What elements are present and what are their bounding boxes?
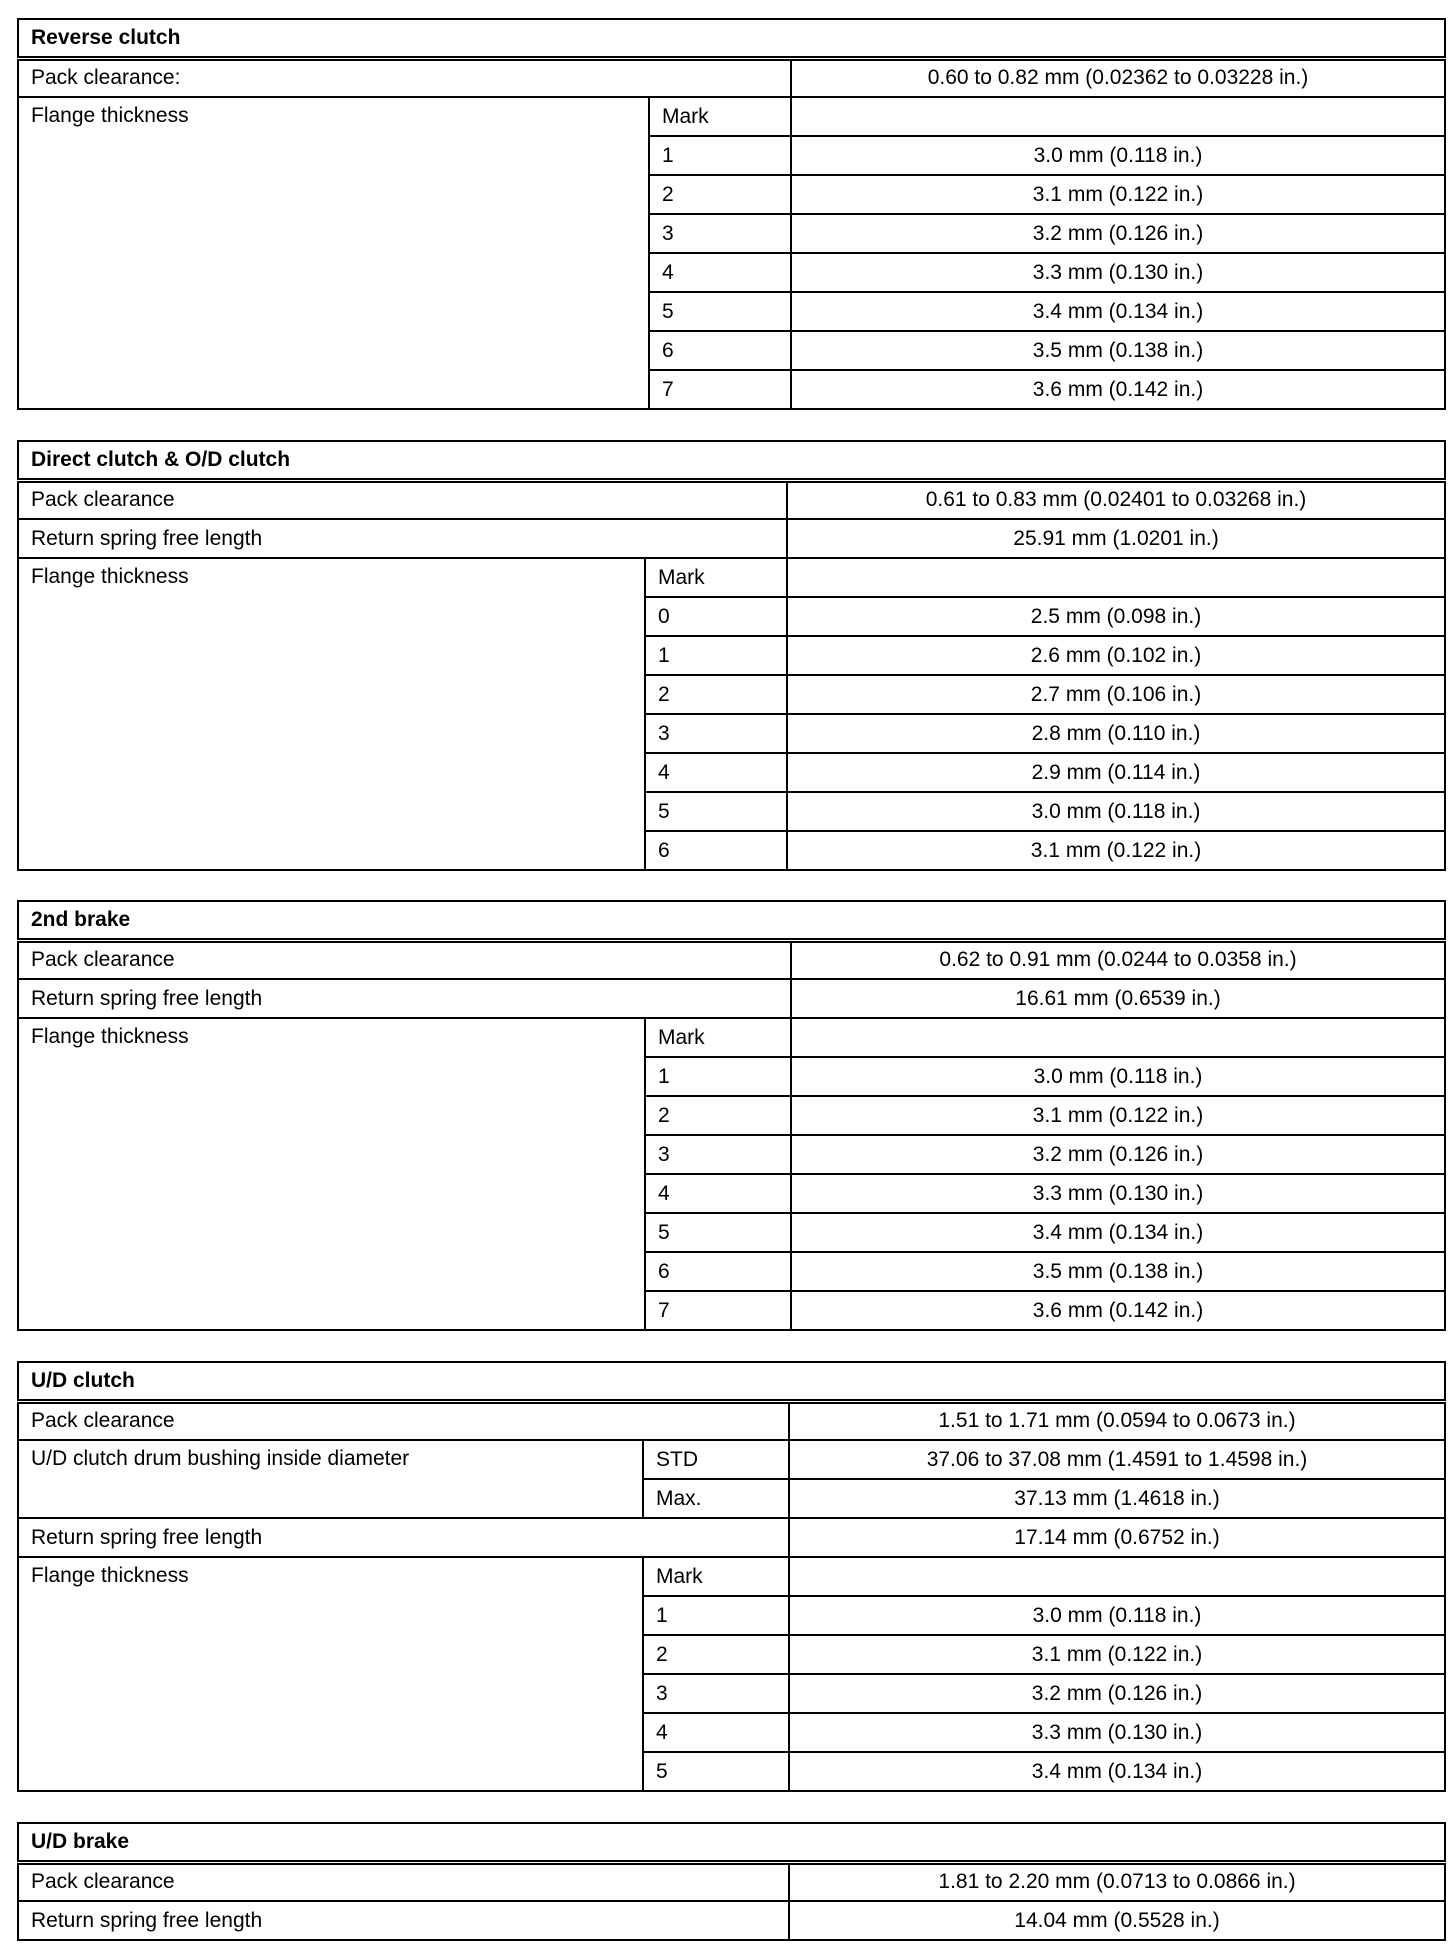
thickness-cell: 2.6 mm (0.102 in.) <box>787 636 1445 675</box>
flange-thickness-label: Flange thickness <box>18 97 649 409</box>
section-title: Reverse clutch <box>18 19 1445 58</box>
return-spring-label: Return spring free length <box>18 979 791 1018</box>
flange-thickness-label: Flange thickness <box>18 1018 645 1330</box>
mark-cell: 1 <box>645 636 787 675</box>
mark-header: Mark <box>643 1557 789 1596</box>
thickness-cell: 3.1 mm (0.122 in.) <box>789 1635 1445 1674</box>
thickness-cell: 2.5 mm (0.098 in.) <box>787 597 1445 636</box>
mark-cell: 4 <box>645 753 787 792</box>
pack-clearance-value: 1.81 to 2.20 mm (0.0713 to 0.0866 in.) <box>789 1862 1445 1901</box>
flange-thickness-label: Flange thickness <box>18 1557 643 1791</box>
thickness-cell: 3.0 mm (0.118 in.) <box>791 1057 1445 1096</box>
mark-header-value <box>787 558 1445 597</box>
max-label: Max. <box>643 1479 789 1518</box>
mark-cell: 4 <box>645 1174 791 1213</box>
direct-clutch-table <box>17 440 1446 871</box>
thickness-cell: 3.6 mm (0.142 in.) <box>791 370 1445 409</box>
thickness-cell: 2.9 mm (0.114 in.) <box>787 753 1445 792</box>
mark-cell: 1 <box>649 136 791 175</box>
mark-cell: 5 <box>645 792 787 831</box>
return-spring-label: Return spring free length <box>18 1518 789 1557</box>
thickness-cell: 3.5 mm (0.138 in.) <box>791 1252 1445 1291</box>
thickness-cell: 3.4 mm (0.134 in.) <box>789 1752 1445 1791</box>
return-spring-label: Return spring free length <box>18 1901 789 1940</box>
mark-cell: 4 <box>649 253 791 292</box>
thickness-cell: 3.0 mm (0.118 in.) <box>789 1596 1445 1635</box>
pack-clearance-label: Pack clearance: <box>18 58 791 97</box>
mark-header-value <box>791 1018 1445 1057</box>
mark-cell: 5 <box>645 1213 791 1252</box>
thickness-cell: 3.6 mm (0.142 in.) <box>791 1291 1445 1330</box>
thickness-cell: 3.1 mm (0.122 in.) <box>791 1096 1445 1135</box>
return-spring-label: Return spring free length <box>18 519 787 558</box>
thickness-cell: 3.5 mm (0.138 in.) <box>791 331 1445 370</box>
mark-cell: 6 <box>645 1252 791 1291</box>
pack-clearance-label: Pack clearance <box>18 1862 789 1901</box>
pack-clearance-value: 0.60 to 0.82 mm (0.02362 to 0.03228 in.) <box>791 58 1445 97</box>
mark-cell: 3 <box>645 1135 791 1174</box>
return-spring-value: 16.61 mm (0.6539 in.) <box>791 979 1445 1018</box>
pack-clearance-label: Pack clearance <box>18 480 787 519</box>
mark-cell: 6 <box>649 331 791 370</box>
mark-cell: 6 <box>645 831 787 870</box>
thickness-cell: 3.3 mm (0.130 in.) <box>791 1174 1445 1213</box>
mark-cell: 3 <box>645 714 787 753</box>
mark-cell: 2 <box>645 1096 791 1135</box>
mark-cell: 4 <box>643 1713 789 1752</box>
mark-cell: 5 <box>649 292 791 331</box>
flange-thickness-label: Flange thickness <box>18 558 645 870</box>
mark-cell: 3 <box>649 214 791 253</box>
mark-cell: 1 <box>643 1596 789 1635</box>
max-value: 37.13 mm (1.4618 in.) <box>789 1479 1445 1518</box>
section-title: U/D brake <box>18 1823 1445 1862</box>
second-brake-table <box>17 900 1446 1331</box>
thickness-cell: 2.7 mm (0.106 in.) <box>787 675 1445 714</box>
mark-header-value <box>789 1557 1445 1596</box>
mark-header: Mark <box>645 1018 791 1057</box>
mark-cell: 2 <box>643 1635 789 1674</box>
ud-clutch-table <box>17 1361 1446 1792</box>
pack-clearance-label: Pack clearance <box>18 940 791 979</box>
reverse-clutch-table <box>17 18 1446 410</box>
mark-cell: 2 <box>649 175 791 214</box>
mark-header: Mark <box>645 558 787 597</box>
thickness-cell: 3.3 mm (0.130 in.) <box>791 253 1445 292</box>
return-spring-value: 17.14 mm (0.6752 in.) <box>789 1518 1445 1557</box>
std-value: 37.06 to 37.08 mm (1.4591 to 1.4598 in.) <box>789 1440 1445 1479</box>
pack-clearance-value: 0.62 to 0.91 mm (0.0244 to 0.0358 in.) <box>791 940 1445 979</box>
bushing-diameter-label: U/D clutch drum bushing inside diameter <box>18 1440 643 1518</box>
thickness-cell: 3.4 mm (0.134 in.) <box>791 292 1445 331</box>
mark-cell: 2 <box>645 675 787 714</box>
pack-clearance-value: 1.51 to 1.71 mm (0.0594 to 0.0673 in.) <box>789 1401 1445 1440</box>
thickness-cell: 3.1 mm (0.122 in.) <box>791 175 1445 214</box>
return-spring-value: 25.91 mm (1.0201 in.) <box>787 519 1445 558</box>
ud-brake-table <box>17 1822 1446 1941</box>
thickness-cell: 3.2 mm (0.126 in.) <box>791 1135 1445 1174</box>
return-spring-value: 14.04 mm (0.5528 in.) <box>789 1901 1445 1940</box>
thickness-cell: 3.3 mm (0.130 in.) <box>789 1713 1445 1752</box>
thickness-cell: 3.0 mm (0.118 in.) <box>787 792 1445 831</box>
std-label: STD <box>643 1440 789 1479</box>
mark-header-value <box>791 97 1445 136</box>
mark-cell: 1 <box>645 1057 791 1096</box>
pack-clearance-value: 0.61 to 0.83 mm (0.02401 to 0.03268 in.) <box>787 480 1445 519</box>
thickness-cell: 3.1 mm (0.122 in.) <box>787 831 1445 870</box>
section-title: Direct clutch & O/D clutch <box>18 441 1445 480</box>
thickness-cell: 3.2 mm (0.126 in.) <box>791 214 1445 253</box>
mark-cell: 0 <box>645 597 787 636</box>
section-title: 2nd brake <box>18 901 1445 940</box>
pack-clearance-label: Pack clearance <box>18 1401 789 1440</box>
mark-cell: 7 <box>649 370 791 409</box>
thickness-cell: 2.8 mm (0.110 in.) <box>787 714 1445 753</box>
mark-cell: 7 <box>645 1291 791 1330</box>
thickness-cell: 3.0 mm (0.118 in.) <box>791 136 1445 175</box>
thickness-cell: 3.4 mm (0.134 in.) <box>791 1213 1445 1252</box>
mark-header: Mark <box>649 97 791 136</box>
thickness-cell: 3.2 mm (0.126 in.) <box>789 1674 1445 1713</box>
section-title: U/D clutch <box>18 1362 1445 1401</box>
mark-cell: 3 <box>643 1674 789 1713</box>
mark-cell: 5 <box>643 1752 789 1791</box>
